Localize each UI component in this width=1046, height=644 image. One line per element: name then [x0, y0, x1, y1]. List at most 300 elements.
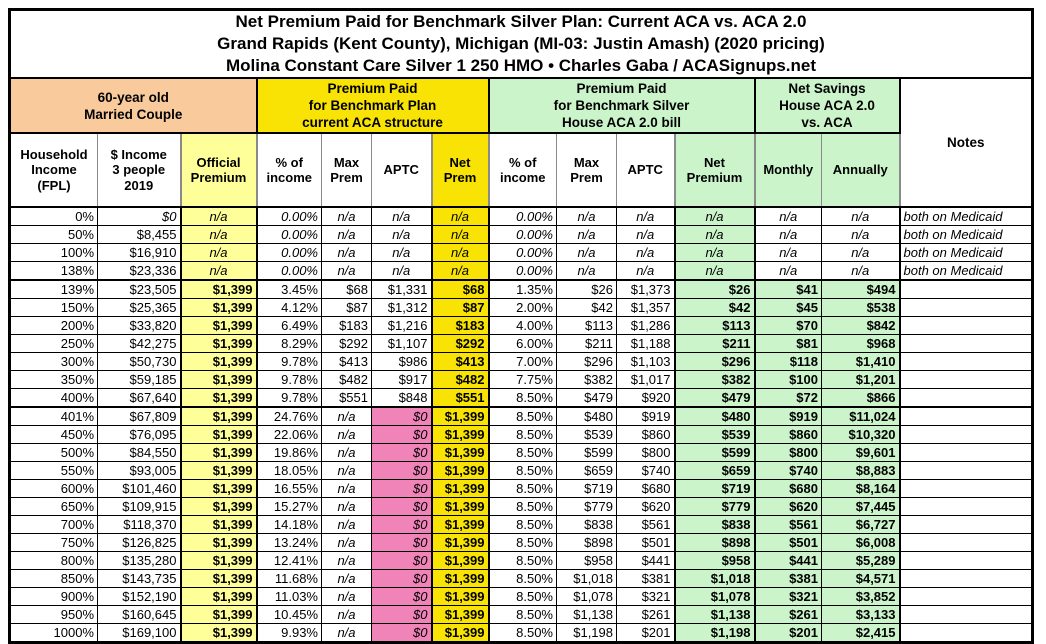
pct-of-income-aca-cell: 4.12% — [257, 299, 322, 317]
net-premium-aca2-cell: $958 — [675, 552, 755, 570]
max-prem-aca2-cell: $113 — [557, 317, 617, 335]
household-income-fpl-cell: 100% — [10, 244, 98, 262]
table-row — [10, 624, 1033, 643]
pct-of-income-aca-cell: 10.45% — [257, 606, 322, 624]
pct-of-income-aca-cell: 3.45% — [257, 280, 322, 299]
net-premium-aca2-cell: $719 — [675, 480, 755, 498]
aptc-aca2-cell: $1,357 — [617, 299, 675, 317]
pct-of-income-aca2-cell: 8.50% — [489, 588, 557, 606]
aptc-aca-cell: $917 — [372, 371, 432, 389]
pct-of-income-aca-cell: 11.03% — [257, 588, 322, 606]
monthly-savings-cell: $72 — [755, 389, 822, 408]
pct-of-income-aca-header-line: income — [266, 170, 312, 185]
net-premium-aca2-cell: $382 — [675, 371, 755, 389]
max-prem-aca-cell: $87 — [322, 299, 372, 317]
household-income-fpl-cell: 150% — [10, 299, 98, 317]
monthly-savings-cell: $81 — [755, 335, 822, 353]
pct-of-income-aca2-header — [489, 133, 557, 207]
max-prem-aca-cell: $292 — [322, 335, 372, 353]
pct-of-income-aca-cell: 13.24% — [257, 534, 322, 552]
monthly-savings-cell: $100 — [755, 371, 822, 389]
max-prem-aca2-cell: $958 — [557, 552, 617, 570]
aptc-aca2-cell: $860 — [617, 426, 675, 444]
max-prem-aca2-cell: $1,078 — [557, 588, 617, 606]
income-3-people-2019-cell: $23,505 — [98, 280, 181, 299]
income-3-people-2019-cell: $67,809 — [98, 407, 181, 426]
aptc-aca-cell: $986 — [372, 353, 432, 371]
max-prem-aca-header-line: Prem — [330, 170, 363, 185]
official-premium-cell: n/a — [181, 244, 257, 262]
aptc-aca2-cell: $261 — [617, 606, 675, 624]
group-header-aca-current-line-3: current ACA structure — [302, 115, 443, 130]
max-prem-aca2-cell: $1,198 — [557, 624, 617, 643]
net-premium-aca2-cell: $113 — [675, 317, 755, 335]
table-row — [10, 480, 1033, 498]
max-prem-aca-cell: $482 — [322, 371, 372, 389]
max-prem-aca2-cell: $659 — [557, 462, 617, 480]
aptc-aca-cell: $0 — [372, 480, 432, 498]
pct-of-income-aca2-cell: 2.00% — [489, 299, 557, 317]
pct-of-income-aca-header — [257, 133, 322, 207]
pct-of-income-aca2-cell: 8.50% — [489, 534, 557, 552]
max-prem-aca2-cell: $211 — [557, 335, 617, 353]
income-3-people-2019-cell: $33,820 — [98, 317, 181, 335]
net-premium-aca2-cell: $1,018 — [675, 570, 755, 588]
official-premium-cell: $1,399 — [181, 480, 257, 498]
annually-savings-cell: $6,727 — [822, 516, 900, 534]
max-prem-aca2-cell: $1,018 — [557, 570, 617, 588]
net-premium-aca2-header-line: Net — [704, 154, 725, 170]
official-premium-cell: $1,399 — [181, 407, 257, 426]
monthly-savings-cell: $201 — [755, 624, 822, 643]
official-premium-header-line: Premium — [190, 170, 247, 185]
pct-of-income-aca-cell: 9.78% — [257, 353, 322, 371]
monthly-savings-cell: $501 — [755, 534, 822, 552]
max-prem-aca-cell: n/a — [322, 516, 372, 534]
notes-cell — [900, 353, 1033, 371]
annually-savings-cell: $8,883 — [822, 462, 900, 480]
monthly-savings-cell: $381 — [755, 570, 822, 588]
official-premium-cell: $1,399 — [181, 624, 257, 643]
pct-of-income-aca2-cell: 6.00% — [489, 335, 557, 353]
annually-savings-cell: $1,410 — [822, 353, 900, 371]
net-prem-aca-cell: n/a — [432, 244, 489, 262]
net-prem-aca-cell: $1,399 — [432, 606, 489, 624]
table-row — [10, 552, 1033, 570]
pct-of-income-aca-cell: 0.00% — [257, 262, 322, 281]
table-row — [10, 389, 1033, 408]
monthly-savings-cell: n/a — [755, 262, 822, 281]
income-3-people-2019-cell: $50,730 — [98, 353, 181, 371]
aptc-aca-cell: $1,216 — [372, 317, 432, 335]
income-3-people-2019-header-line: $ Income — [110, 147, 167, 162]
income-3-people-2019-cell: $118,370 — [98, 516, 181, 534]
notes-cell — [900, 407, 1033, 426]
net-prem-aca-cell: $292 — [432, 335, 489, 353]
household-income-fpl-cell: 400% — [10, 389, 98, 408]
group-header-net-savings-line-2: House ACA 2.0 — [779, 98, 875, 113]
income-3-people-2019-cell: $76,095 — [98, 426, 181, 444]
official-premium-cell: n/a — [181, 207, 257, 226]
household-income-fpl-cell: 1000% — [10, 624, 98, 643]
household-income-fpl-cell: 300% — [10, 353, 98, 371]
annually-savings-cell: $5,289 — [822, 552, 900, 570]
aptc-aca-cell: n/a — [372, 207, 432, 226]
official-premium-cell: $1,399 — [181, 534, 257, 552]
net-premium-aca2-cell: $211 — [675, 335, 755, 353]
net-prem-aca-cell: n/a — [432, 207, 489, 226]
household-income-fpl-cell: 550% — [10, 462, 98, 480]
pct-of-income-aca2-cell: 0.00% — [489, 226, 557, 244]
max-prem-aca-cell: n/a — [322, 407, 372, 426]
annually-savings-cell: n/a — [822, 207, 900, 226]
max-prem-aca-cell: n/a — [322, 426, 372, 444]
group-header-aca2-premium-line-3: House ACA 2.0 bill — [561, 115, 682, 130]
annually-savings-cell: $2,415 — [822, 624, 900, 643]
monthly-savings-cell: $70 — [755, 317, 822, 335]
net-prem-aca-cell: $1,399 — [432, 444, 489, 462]
net-prem-aca-cell: $1,399 — [432, 588, 489, 606]
monthly-savings-cell: $441 — [755, 552, 822, 570]
annually-savings-cell: n/a — [822, 262, 900, 281]
table-row — [10, 407, 1033, 426]
aptc-aca-cell: $0 — [372, 462, 432, 480]
pct-of-income-aca-cell: 8.29% — [257, 335, 322, 353]
aptc-aca-cell: $0 — [372, 606, 432, 624]
net-prem-aca-cell: $1,399 — [432, 516, 489, 534]
aptc-aca-cell: $1,107 — [372, 335, 432, 353]
income-3-people-2019-header-line: 3 people — [112, 162, 166, 178]
table-row — [10, 498, 1033, 516]
monthly-savings-cell: $41 — [755, 280, 822, 299]
household-income-fpl-cell: 700% — [10, 516, 98, 534]
table-row — [10, 516, 1033, 534]
annually-savings-cell: $1,201 — [822, 371, 900, 389]
income-3-people-2019-cell: $93,005 — [98, 462, 181, 480]
notes-cell — [900, 516, 1033, 534]
pct-of-income-aca-cell: 15.27% — [257, 498, 322, 516]
income-3-people-2019-cell: $135,280 — [98, 552, 181, 570]
table-row — [10, 244, 1033, 262]
pct-of-income-aca-cell: 9.78% — [257, 371, 322, 389]
net-premium-aca2-cell: $659 — [675, 462, 755, 480]
premium-comparison-table — [8, 8, 1034, 644]
max-prem-aca-cell: n/a — [322, 262, 372, 281]
monthly-savings-cell: $261 — [755, 606, 822, 624]
net-prem-aca-cell: $68 — [432, 280, 489, 299]
pct-of-income-aca-cell: 11.68% — [257, 570, 322, 588]
max-prem-aca-cell: n/a — [322, 552, 372, 570]
notes-column-header: Notes — [900, 78, 1033, 207]
max-prem-aca2-header-line: Prem — [570, 170, 603, 185]
net-premium-aca2-cell: $26 — [675, 280, 755, 299]
annually-savings-cell: $538 — [822, 299, 900, 317]
aptc-aca2-cell: $1,286 — [617, 317, 675, 335]
table-row — [10, 371, 1033, 389]
net-prem-aca-cell: n/a — [432, 262, 489, 281]
aptc-aca2-cell: $441 — [617, 552, 675, 570]
net-premium-aca2-header-line: Premium — [686, 170, 743, 185]
pct-of-income-aca2-cell: 8.50% — [489, 444, 557, 462]
max-prem-aca2-cell: $382 — [557, 371, 617, 389]
pct-of-income-aca-cell: 14.18% — [257, 516, 322, 534]
net-prem-aca-cell: $1,399 — [432, 426, 489, 444]
aptc-aca2-header-line: APTC — [627, 162, 663, 178]
income-3-people-2019-cell: $84,550 — [98, 444, 181, 462]
notes-cell — [900, 462, 1033, 480]
net-premium-aca2-cell: $779 — [675, 498, 755, 516]
aptc-aca2-cell: $1,017 — [617, 371, 675, 389]
pct-of-income-aca2-cell: 1.35% — [489, 280, 557, 299]
max-prem-aca2-header — [557, 133, 617, 207]
monthly-savings-cell: n/a — [755, 226, 822, 244]
income-3-people-2019-cell: $101,460 — [98, 480, 181, 498]
max-prem-aca-cell: n/a — [322, 606, 372, 624]
official-premium-cell: $1,399 — [181, 353, 257, 371]
title-line-2: Grand Rapids (Kent County), Michigan (MI-03: Justin Amash) (2020 pricing) — [217, 34, 825, 53]
group-header-net-savings-line-3: vs. ACA — [801, 115, 853, 130]
pct-of-income-aca2-cell: 0.00% — [489, 207, 557, 226]
income-3-people-2019-cell: $25,365 — [98, 299, 181, 317]
net-prem-aca-cell: $1,399 — [432, 498, 489, 516]
max-prem-aca2-cell: $599 — [557, 444, 617, 462]
household-income-fpl-cell: 139% — [10, 280, 98, 299]
net-prem-aca-header — [432, 133, 489, 207]
monthly-savings-cell: n/a — [755, 207, 822, 226]
notes-cell — [900, 480, 1033, 498]
max-prem-aca-header-line: Max — [333, 154, 360, 170]
official-premium-header — [181, 133, 257, 207]
aptc-aca-cell: $848 — [372, 389, 432, 408]
official-premium-cell: $1,399 — [181, 317, 257, 335]
table-row — [10, 462, 1033, 480]
pct-of-income-aca2-cell: 8.50% — [489, 624, 557, 643]
household-income-fpl-cell: 750% — [10, 534, 98, 552]
title-row — [10, 10, 1033, 79]
annually-savings-cell: n/a — [822, 244, 900, 262]
max-prem-aca2-cell: $1,138 — [557, 606, 617, 624]
notes-cell — [900, 534, 1033, 552]
notes-cell — [900, 299, 1033, 317]
official-premium-cell: $1,399 — [181, 371, 257, 389]
net-prem-aca-cell: $482 — [432, 371, 489, 389]
aptc-aca2-cell: $680 — [617, 480, 675, 498]
pct-of-income-aca-cell: 24.76% — [257, 407, 322, 426]
max-prem-aca2-header-line: Max — [573, 154, 600, 170]
max-prem-aca-cell: n/a — [322, 624, 372, 643]
household-income-fpl-cell: 600% — [10, 480, 98, 498]
income-3-people-2019-cell: $16,910 — [98, 244, 181, 262]
max-prem-aca2-cell: n/a — [557, 226, 617, 244]
net-prem-aca-cell: n/a — [432, 226, 489, 244]
aptc-aca-cell: $0 — [372, 426, 432, 444]
income-3-people-2019-header-line: 2019 — [124, 177, 154, 193]
notes-cell — [900, 552, 1033, 570]
pct-of-income-aca2-cell: 0.00% — [489, 262, 557, 281]
aptc-aca2-cell: $321 — [617, 588, 675, 606]
notes-cell — [900, 317, 1033, 335]
income-3-people-2019-header — [98, 133, 181, 207]
pct-of-income-aca2-cell: 0.00% — [489, 244, 557, 262]
household-income-fpl-header-line: Household — [20, 147, 88, 162]
notes-cell — [900, 606, 1033, 624]
max-prem-aca-cell: n/a — [322, 570, 372, 588]
net-prem-aca-cell: $1,399 — [432, 552, 489, 570]
table-row — [10, 317, 1033, 335]
monthly-savings-cell: $118 — [755, 353, 822, 371]
notes-cell — [900, 624, 1033, 643]
income-3-people-2019-cell: $0 — [98, 207, 181, 226]
income-3-people-2019-cell: $8,455 — [98, 226, 181, 244]
pct-of-income-aca2-header-line: income — [499, 170, 546, 185]
net-prem-aca-cell: $1,399 — [432, 624, 489, 643]
pct-of-income-aca2-cell: 4.00% — [489, 317, 557, 335]
max-prem-aca-cell: n/a — [322, 244, 372, 262]
group-header-aca2-premium-line-1: Premium Paid — [576, 81, 667, 96]
monthly-savings-cell: $860 — [755, 426, 822, 444]
pct-of-income-aca2-cell: 7.75% — [489, 371, 557, 389]
income-3-people-2019-cell: $67,640 — [98, 389, 181, 408]
max-prem-aca2-cell: n/a — [557, 244, 617, 262]
annually-savings-cell: $866 — [822, 389, 900, 408]
aptc-aca2-cell: $201 — [617, 624, 675, 643]
household-income-fpl-cell: 250% — [10, 335, 98, 353]
aptc-aca2-cell: $1,188 — [617, 335, 675, 353]
net-premium-aca2-cell: n/a — [675, 244, 755, 262]
official-premium-cell: $1,399 — [181, 389, 257, 408]
notes-cell — [900, 335, 1033, 353]
annually-savings-cell: $4,571 — [822, 570, 900, 588]
group-header-net-savings-line-1: Net Savings — [788, 81, 866, 96]
annually-savings-cell: $10,320 — [822, 426, 900, 444]
max-prem-aca-cell: n/a — [322, 498, 372, 516]
annually-savings-cell: $11,024 — [822, 407, 900, 426]
title-line-1: Net Premium Paid for Benchmark Silver Plan: Current ACA vs. ACA 2.0 — [235, 12, 807, 31]
table-row — [10, 534, 1033, 552]
aptc-aca-cell: n/a — [372, 226, 432, 244]
official-premium-cell: $1,399 — [181, 299, 257, 317]
net-premium-aca2-cell: $1,198 — [675, 624, 755, 643]
max-prem-aca2-cell: n/a — [557, 207, 617, 226]
aptc-aca2-cell: n/a — [617, 207, 675, 226]
annually-savings-cell: $3,852 — [822, 588, 900, 606]
income-3-people-2019-cell: $169,100 — [98, 624, 181, 643]
official-premium-cell: $1,399 — [181, 606, 257, 624]
monthly-savings-cell: $321 — [755, 588, 822, 606]
official-premium-cell: $1,399 — [181, 335, 257, 353]
aptc-aca2-cell: $501 — [617, 534, 675, 552]
pct-of-income-aca2-cell: 8.50% — [489, 552, 557, 570]
pct-of-income-aca2-cell: 8.50% — [489, 570, 557, 588]
net-premium-aca2-cell: $296 — [675, 353, 755, 371]
max-prem-aca-cell: n/a — [322, 444, 372, 462]
aptc-aca2-cell: $919 — [617, 407, 675, 426]
max-prem-aca-header — [322, 133, 372, 207]
pct-of-income-aca-cell: 22.06% — [257, 426, 322, 444]
household-income-fpl-cell: 200% — [10, 317, 98, 335]
group-header-demographic — [10, 78, 257, 133]
aptc-aca-cell: $0 — [372, 498, 432, 516]
aptc-aca2-cell: n/a — [617, 262, 675, 281]
monthly-savings-cell: $561 — [755, 516, 822, 534]
official-premium-cell: $1,399 — [181, 444, 257, 462]
net-premium-aca2-cell: $1,078 — [675, 588, 755, 606]
monthly-savings-header-line: Monthly — [763, 162, 814, 178]
household-income-fpl-cell: 500% — [10, 444, 98, 462]
household-income-fpl-cell: 0% — [10, 207, 98, 226]
monthly-savings-cell: $800 — [755, 444, 822, 462]
pct-of-income-aca-header-line: % of — [275, 154, 303, 170]
table-row — [10, 335, 1033, 353]
aptc-aca-cell: $1,331 — [372, 280, 432, 299]
notes-cell — [900, 498, 1033, 516]
income-3-people-2019-cell: $152,190 — [98, 588, 181, 606]
income-3-people-2019-cell: $23,336 — [98, 262, 181, 281]
aptc-aca-cell: $0 — [372, 407, 432, 426]
table-row — [10, 444, 1033, 462]
table-row — [10, 606, 1033, 624]
max-prem-aca2-cell: $42 — [557, 299, 617, 317]
aptc-aca2-cell: $1,373 — [617, 280, 675, 299]
pct-of-income-aca2-cell: 7.00% — [489, 353, 557, 371]
net-prem-aca-cell: $1,399 — [432, 534, 489, 552]
title-line-3: Molina Constant Care Silver 1 250 HMO • Charles Gaba / ACASignups.net — [225, 56, 817, 75]
official-premium-cell: $1,399 — [181, 552, 257, 570]
net-premium-aca2-cell: $838 — [675, 516, 755, 534]
pct-of-income-aca2-cell: 8.50% — [489, 462, 557, 480]
notes-cell — [900, 444, 1033, 462]
income-3-people-2019-cell: $126,825 — [98, 534, 181, 552]
net-premium-aca2-cell: $480 — [675, 407, 755, 426]
pct-of-income-aca-cell: 16.55% — [257, 480, 322, 498]
max-prem-aca-cell: n/a — [322, 534, 372, 552]
aptc-aca-cell: $0 — [372, 570, 432, 588]
notes-cell — [900, 371, 1033, 389]
aptc-aca2-cell: $1,103 — [617, 353, 675, 371]
table-row — [10, 262, 1033, 281]
annually-savings-cell: n/a — [822, 226, 900, 244]
table-row — [10, 570, 1033, 588]
table-row — [10, 299, 1033, 317]
net-prem-aca-cell: $1,399 — [432, 407, 489, 426]
max-prem-aca-cell: n/a — [322, 480, 372, 498]
household-income-fpl-cell: 450% — [10, 426, 98, 444]
max-prem-aca-cell: $183 — [322, 317, 372, 335]
annually-savings-cell: $3,133 — [822, 606, 900, 624]
household-income-fpl-cell: 800% — [10, 552, 98, 570]
aptc-aca2-cell: $561 — [617, 516, 675, 534]
official-premium-cell: n/a — [181, 262, 257, 281]
aptc-aca-cell: $0 — [372, 516, 432, 534]
aptc-aca-cell: $1,312 — [372, 299, 432, 317]
household-income-fpl-header — [10, 133, 98, 207]
aptc-aca2-cell: $620 — [617, 498, 675, 516]
column-header-row — [10, 133, 1033, 207]
table-row — [10, 226, 1033, 244]
income-3-people-2019-cell: $143,735 — [98, 570, 181, 588]
monthly-savings-cell: $680 — [755, 480, 822, 498]
aptc-aca-cell: $0 — [372, 534, 432, 552]
household-income-fpl-cell: 650% — [10, 498, 98, 516]
pct-of-income-aca-cell: 19.86% — [257, 444, 322, 462]
net-prem-aca-cell: $183 — [432, 317, 489, 335]
max-prem-aca-cell: n/a — [322, 462, 372, 480]
group-header-demographic-line-1: 60-year old — [97, 89, 169, 105]
table-row — [10, 280, 1033, 299]
table-body — [10, 207, 1033, 643]
household-income-fpl-cell: 900% — [10, 588, 98, 606]
aptc-aca-cell: $0 — [372, 588, 432, 606]
